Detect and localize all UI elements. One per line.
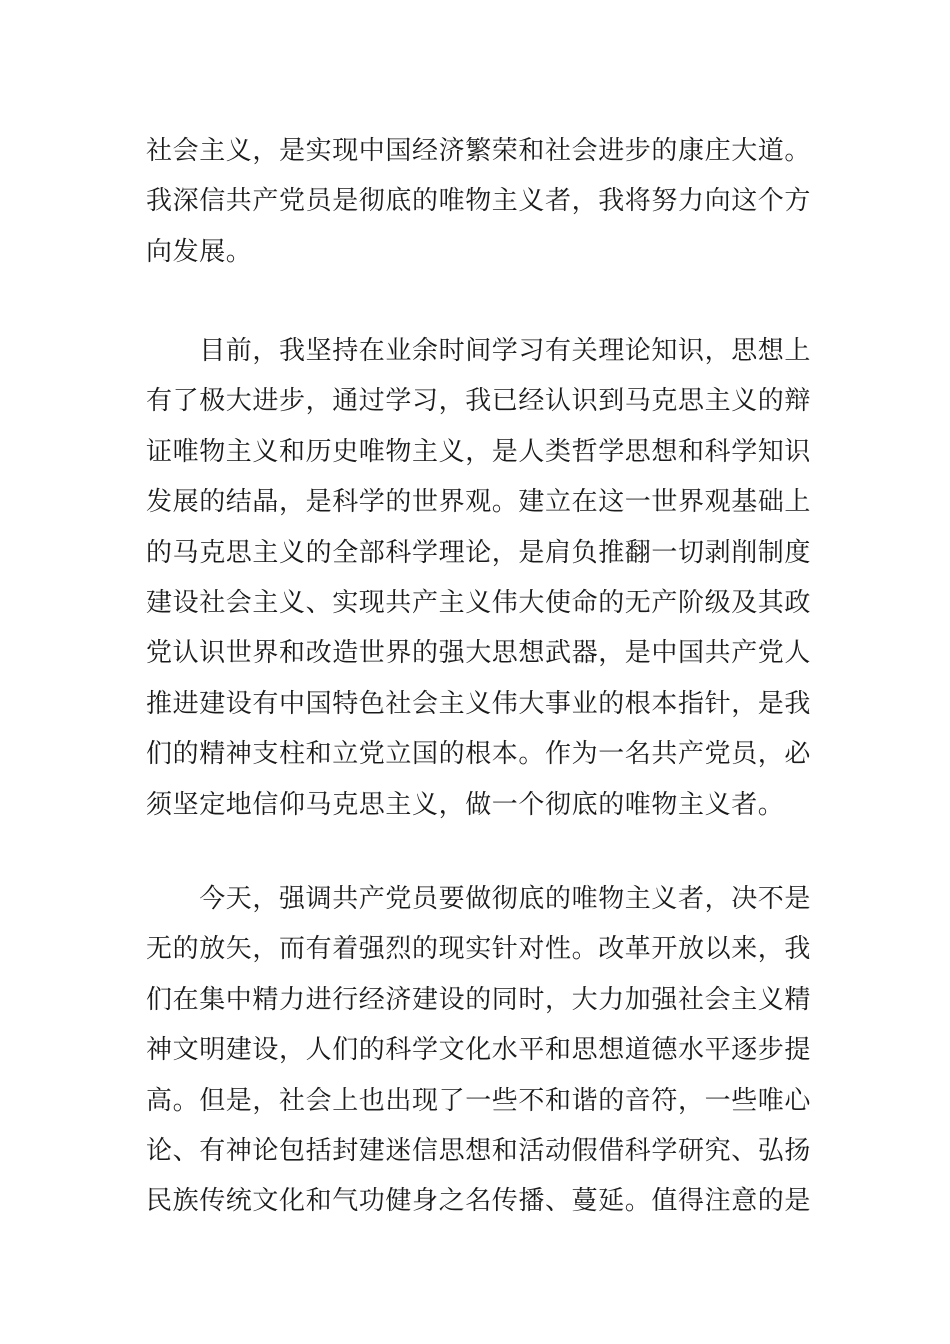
text-line: 们的精神支柱和立党立国的根本。作为一名共产党员，必: [146, 739, 812, 770]
text-line: 证唯物主义和历史唯物主义，是人类哲学思想和科学知识: [146, 436, 812, 467]
paragraph-1: [146, 126, 810, 277]
text-line: 高。但是，社会上也出现了一些不和谐的音符，一些唯心: [146, 1085, 812, 1116]
text-line: 我深信共产党员是彻底的唯物主义者，我将努力向这个方: [146, 186, 812, 217]
text-line: 发展的结晶，是科学的世界观。建立在这一世界观基础上: [146, 487, 812, 518]
text-line: 民族传统文化和气功健身之名传播、蔓延。值得注意的是: [146, 1186, 812, 1217]
text-line: 目前，我坚持在业余时间学习有关理论知识，思想上: [146, 336, 812, 366]
paragraph-2: [146, 326, 810, 830]
text-line: 有了极大进步，通过学习，我已经认识到马克思主义的辩: [146, 386, 812, 417]
paragraph-3: [146, 874, 810, 1227]
text-line: 论、有神论包括封建迷信思想和活动假借科学研究、弘扬: [146, 1135, 812, 1166]
text-line: 社会主义，是实现中国经济繁荣和社会进步的康庄大道。: [146, 136, 812, 166]
text-line: 神文明建设，人们的科学文化水平和思想道德水平逐步提: [146, 1035, 812, 1066]
text-line: 党认识世界和改造世界的强大思想武器，是中国共产党人: [146, 638, 812, 669]
text-line: 无的放矢，而有着强烈的现实针对性。改革开放以来，我: [146, 934, 812, 965]
text-line: 须坚定地信仰马克思主义，做一个彻底的唯物主义者。: [146, 789, 785, 820]
text-line: 向发展。: [146, 236, 253, 267]
text-line: 的马克思主义的全部科学理论，是肩负推翻一切剥削制度: [146, 537, 812, 568]
text-line: 推进建设有中国特色社会主义伟大事业的根本指针，是我: [146, 688, 812, 719]
text-line: 们在集中精力进行经济建设的同时，大力加强社会主义精: [146, 984, 812, 1015]
text-line: 今天，强调共产党员要做彻底的唯物主义者，决不是: [146, 884, 812, 914]
text-line: 建设社会主义、实现共产主义伟大使命的无产阶级及其政: [146, 587, 812, 618]
